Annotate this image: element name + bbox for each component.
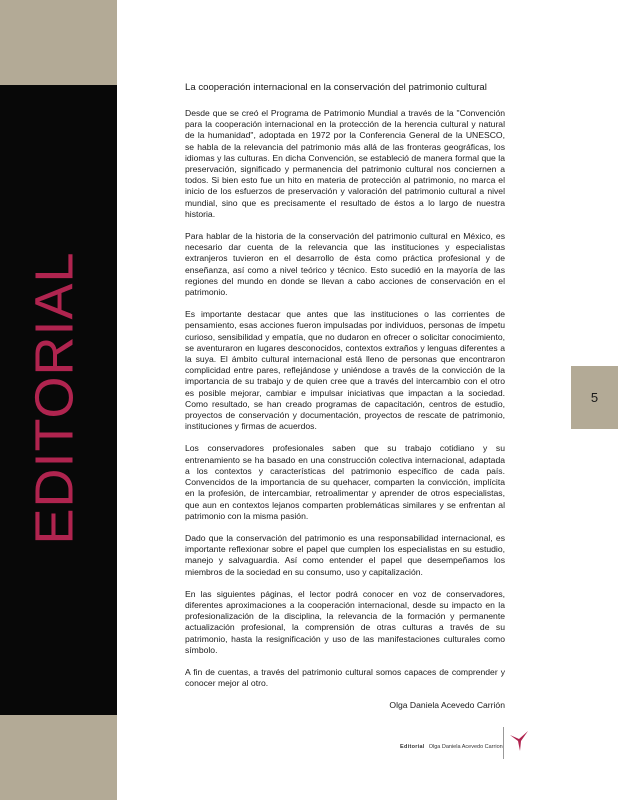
sidebar-top-block [0, 0, 117, 85]
paragraph: En las siguientes páginas, el lector podrá conocer en voz de conservadores, diferentes aproximaciones a la cooperación internacional, desde su impacto en la profesionalización de la disciplina, la relevancia de la formación y permanente actualización profesional, la comprensión de otras culturas a través de su patrimonio, hasta la resignificación y uso de las manifestaciones culturales como símbolo. [185, 588, 505, 655]
paragraph: Los conservadores profesionales saben que su trabajo cotidiano y su entrenamiento se ha basado en una construcción colectiva internacional, adaptada a los contextos y características del patrimonio específico de cada país. Convencidos de la importancia de su quehacer, comparten la convicción, implícita en la profesión, de intercambiar, retroalimentar y aprender de otros especialistas, que aun en contextos lejanos comparten problemáticas similares y se enfrentan al patrimonio con la misma pasión. [185, 443, 505, 521]
author-signature: Olga Daniela Acevedo Carrión [389, 700, 505, 711]
footer-divider [503, 727, 504, 759]
paragraph: Para hablar de la historia de la conservación del patrimonio cultural en México, es necesario dar cuenta de la relevancia que las instituciones y especialistas extranjeros tuvieron en el desarrollo de ésta como práctica profesional y de enseñanza, así como a nivel teórico y técnico. Esto sucedió en la mayoría de las regiones del mundo en donde se llevan a cabo acciones de conservación en el patrimonio. [185, 231, 505, 298]
paragraph: Es importante destacar que antes que las instituciones o las corrientes de pensamiento, esas acciones fueron impulsadas por individuos, personas de ímpetu curioso, sensibilidad y empatía, que no dudaron en ofrecer o solicitar conocimiento, se aventuraron en lugares desconocidos, contextos extraños y lenguas diferentes a la suya. El ámbito cultural internacional está lleno de personas que encontraron complicidad entre pares, reflejándose y uniéndose a través de la convicción de la importancia de su trabajo y de quien cree que a través del intercambio con el otro es posible mejorar, cambiar e impulsar iniciativas que impactan a la sociedad. Como resultado, se han creado programas de capacitación, centros de estudio, proyectos de conservación y documentación, proyectos de rescate de patrimonio, instituciones y firmas de acuerdos. [185, 309, 505, 432]
page-number: 5 [590, 390, 599, 405]
paragraph: A fin de cuentas, a través del patrimonio cultural somos capaces de comprender y conocer mejor al otro. [185, 666, 505, 689]
article-body [185, 82, 505, 712]
footer-author: Olga Daniela Acevedo Carrion [428, 744, 503, 750]
page-number-tab [571, 366, 618, 429]
paragraph: Desde que se creó el Programa de Patrimonio Mundial a través de la "Convención para la cooperación internacional en la protección de la herencia cultural y natural de la humanidad", adoptada en 1972 por la Conferencia General de la UNESCO, se habla de la relevancia del patrimonio más allá de las fronteras geográficas, los idiomas y las culturas. En dicha Convención, se estableció de manera formal que la preservación, significado y permanencia del patrimonio cultural nos conciernen a todos. Si bien esto fue un hito en materia de protección al patrimonio, no marca el inicio de los esfuerzos de preservación y valoración del patrimonio cultural a nivel mundial, sino que es precisamente el resultado de éstos a lo largo de nuestra historia. [185, 108, 505, 219]
footer-section: Editorial [400, 744, 425, 750]
page-footer [400, 740, 503, 754]
sidebar-bottom-block [0, 715, 117, 800]
bird-logo-icon [508, 727, 530, 753]
article-heading: La cooperación internacional en la conservación del patrimonio cultural [185, 82, 487, 93]
section-title-text: EDITORIAL [25, 250, 85, 545]
paragraph: Dado que la conservación del patrimonio es una responsabilidad internacional, es importante reflexionar sobre el papel que cumplen los especialistas en su estudio, manejo y salvaguardia. Así como entender el papel que desempeñamos los miembros de la sociedad en su consumo, uso y capitalización. [185, 532, 505, 577]
section-title-vertical [22, 250, 88, 545]
